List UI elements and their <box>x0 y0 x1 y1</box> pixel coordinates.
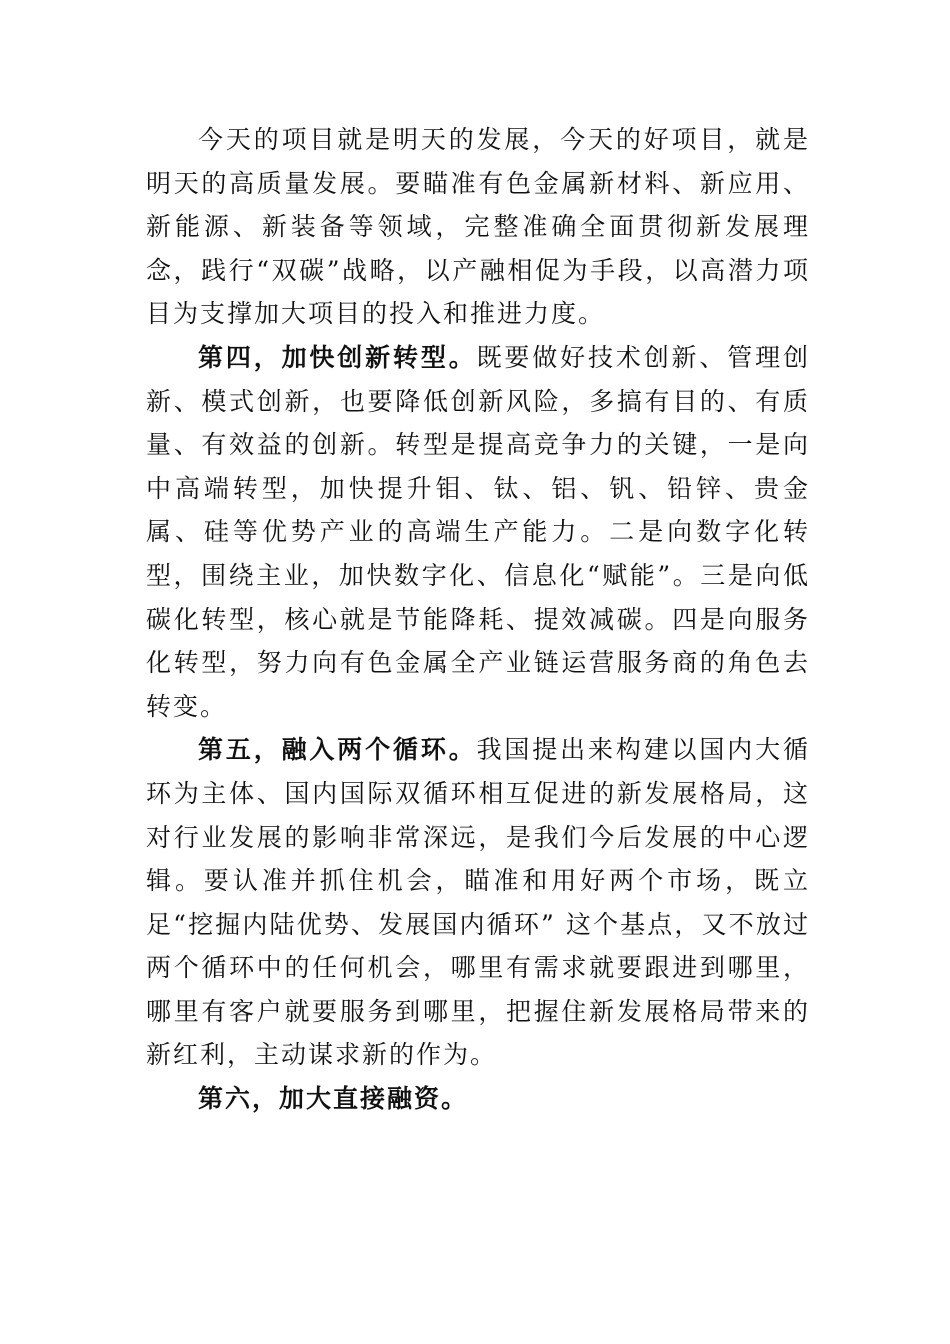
paragraph-text: 今天的项目就是明天的发展，今天的好项目，就是明天的高质量发展。要瞄准有色金属新材料、新应用、新能源、新装备等领域，完整准确全面贯彻新发展理念，践行“双碳”战略，以产融相促为手段，以高潜力项目为支撑加大项目的投入和推进力度。 <box>146 125 810 329</box>
paragraph-heading: 第六，加大直接融资。 <box>198 1084 469 1114</box>
paragraph <box>146 1077 810 1121</box>
document-page <box>146 118 810 1121</box>
paragraph-text: 我国提出来构建以国内大循环为主体、国内国际双循环相互促进的新发展格局，这对行业发展的影响非常深远，是我们今后发展的中心逻辑。要认准并抓住机会，瞄准和用好两个市场，既立足“挖掘内陆优势、发展国内循环” 这个基点，又不放过两个循环中的任何机会，哪里有需求就要跟进到哪里，哪里有客户就要服务到哪里，把握住新发展格局带来的新红利，主动谋求新的作为。 <box>146 735 810 1070</box>
paragraph <box>146 728 810 1077</box>
paragraph-heading: 第四，加快创新转型。 <box>198 342 477 372</box>
paragraph-text: 既要做好技术创新、管理创新、模式创新，也要降低创新风险，多搞有目的、有质量、有效益的创新。转型是提高竞争力的关键，一是向中高端转型，加快提升钼、钛、铝、钒、铅锌、贵金属、硅等优势产业的高端生产能力。二是向数字化转型，围绕主业，加快数字化、信息化“赋能”。三是向低碳化转型，核心就是节能降耗、提效减碳。四是向服务化转型，努力向有色金属全产业链运营服务商的角色去转变。 <box>146 342 810 721</box>
paragraph <box>146 118 810 336</box>
paragraph-heading: 第五，融入两个循环。 <box>198 735 477 765</box>
paragraph <box>146 336 810 728</box>
